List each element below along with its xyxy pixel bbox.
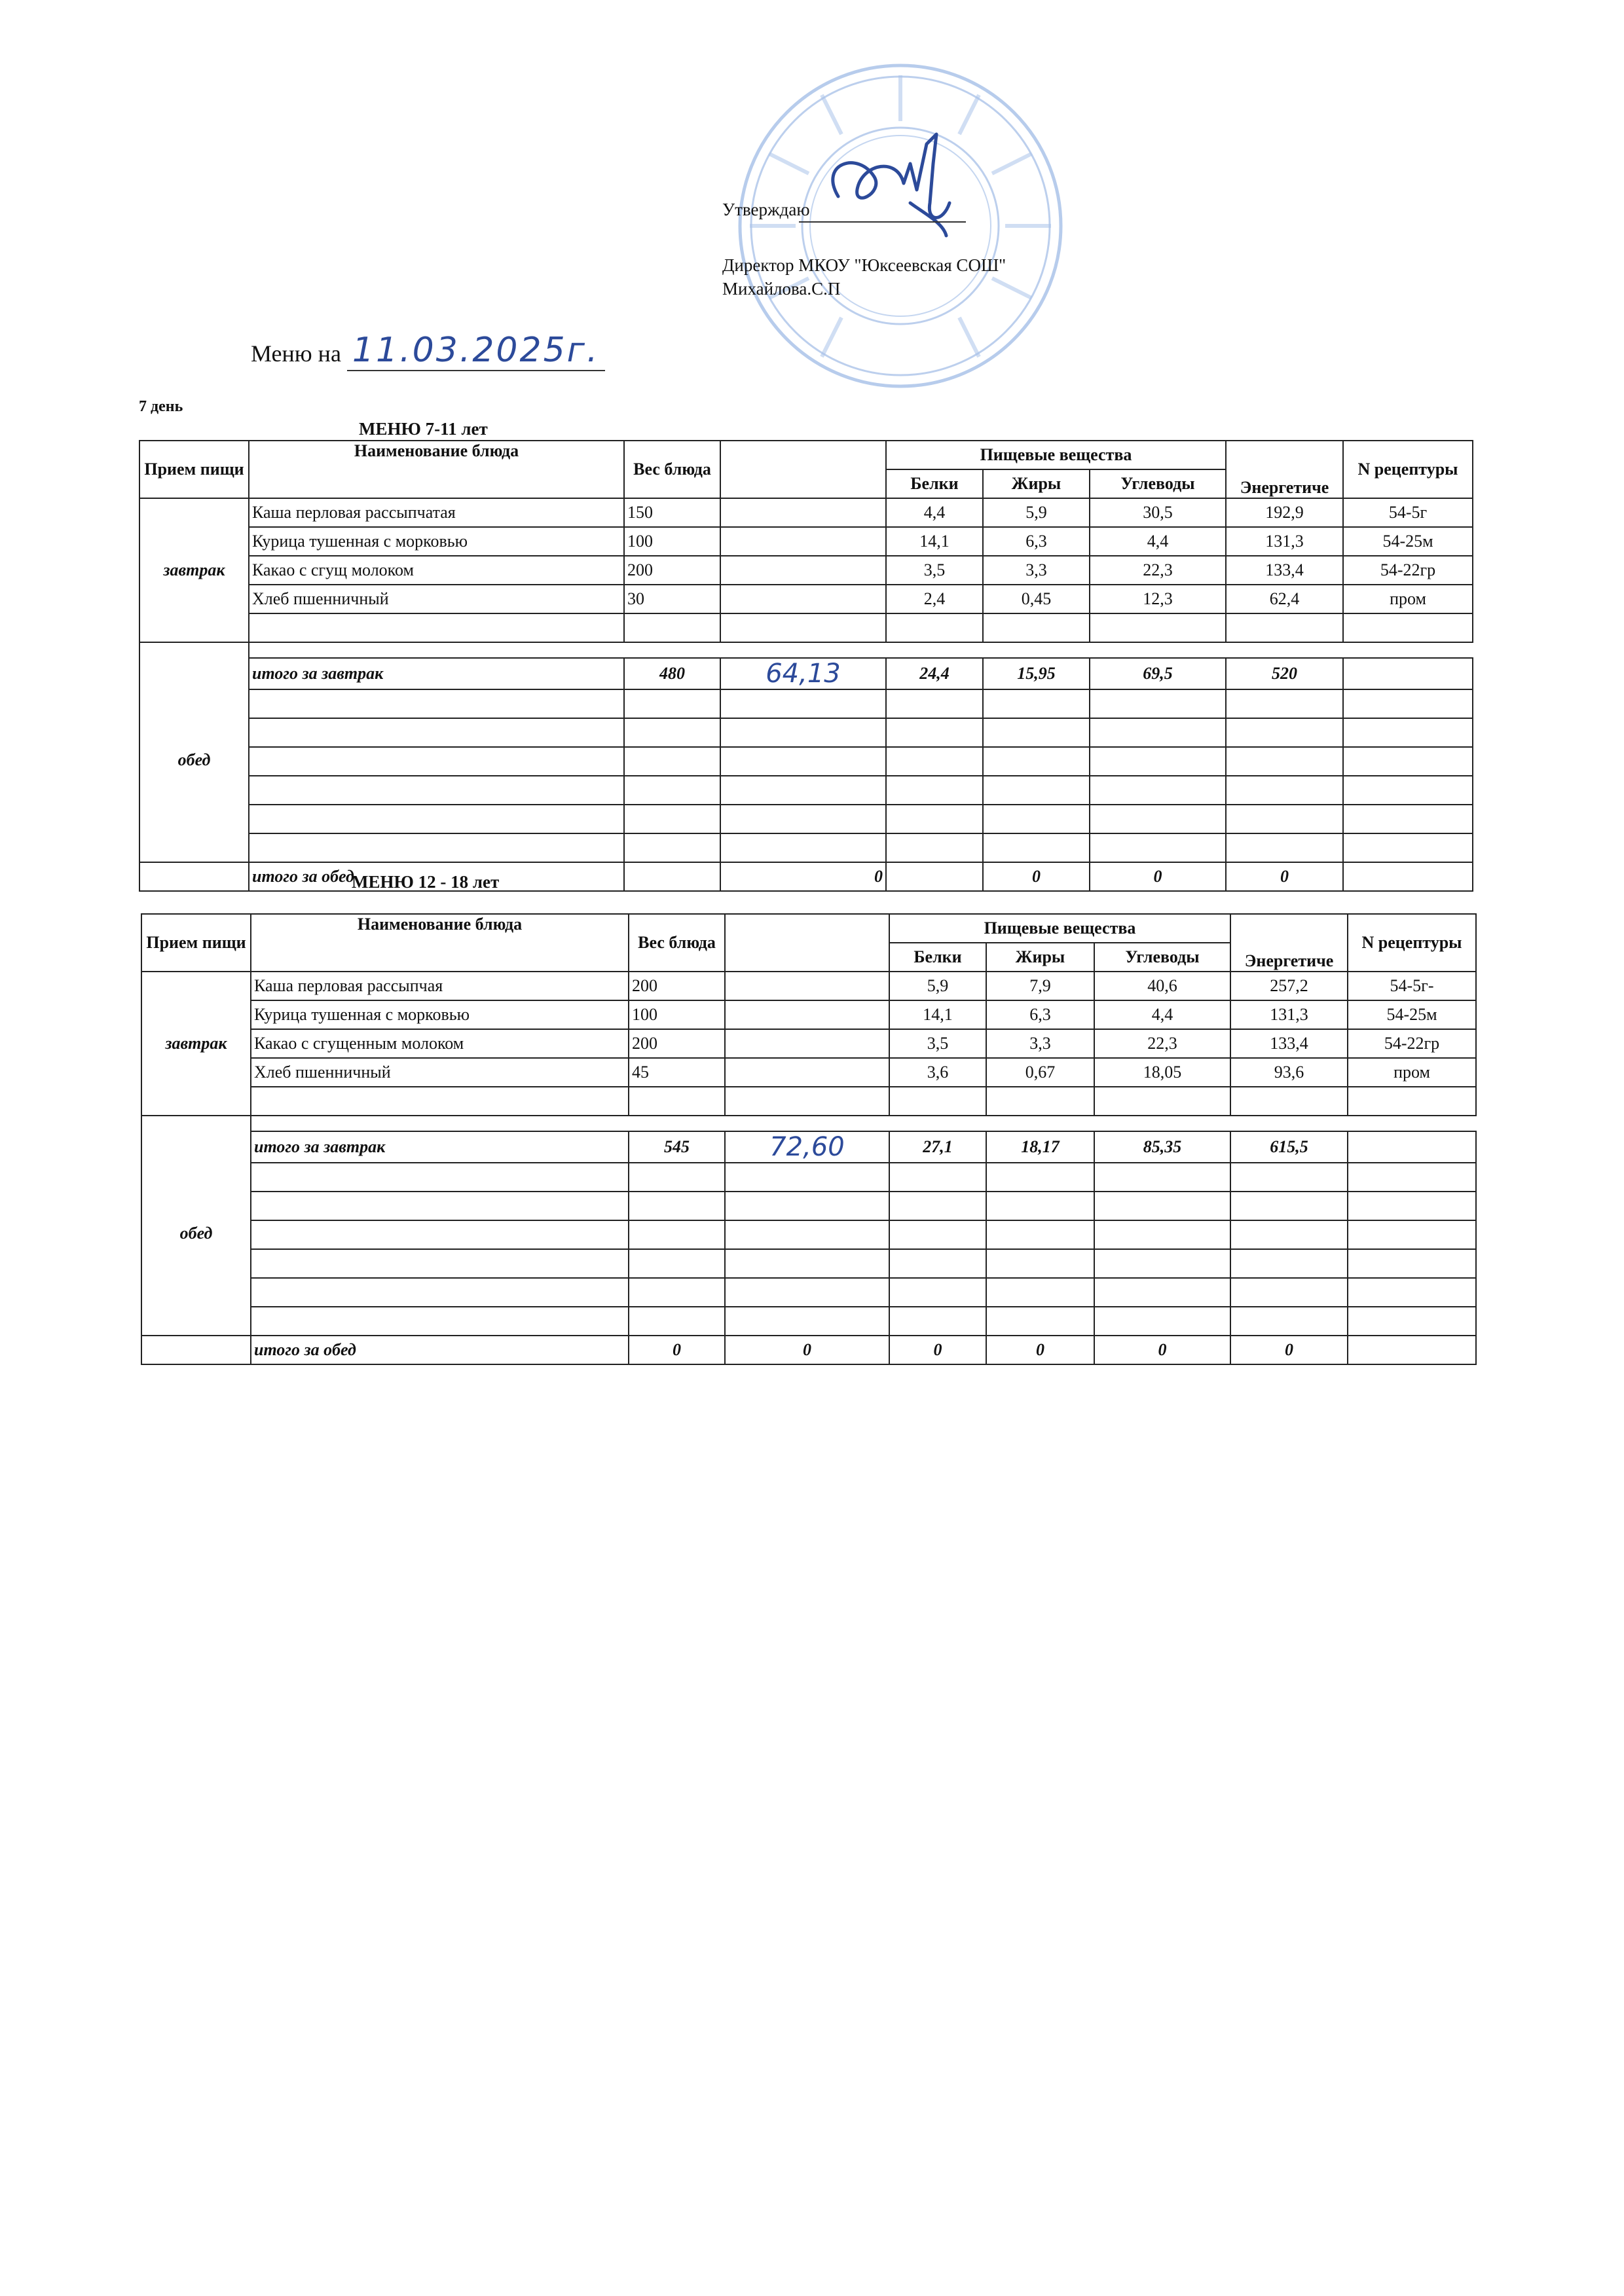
dish-carbs: 22,3 xyxy=(1094,1029,1230,1058)
dish-price xyxy=(720,527,886,556)
lunch-total-fat: 0 xyxy=(983,862,1090,891)
director-block xyxy=(722,253,1006,301)
dish-protein: 3,5 xyxy=(889,1029,986,1058)
breakfast-total-label: итого за завтрак xyxy=(249,658,624,689)
dish-energy: 192,9 xyxy=(1226,498,1343,527)
dish-weight: 100 xyxy=(624,527,720,556)
dish-fat: 0,67 xyxy=(986,1058,1094,1087)
header-nutrients: Пищевые вещества xyxy=(886,441,1226,469)
dish-weight: 200 xyxy=(629,972,725,1000)
lunch-total-label: итого за обед xyxy=(251,1336,629,1364)
gap-row xyxy=(139,642,1473,658)
dish-energy: 133,4 xyxy=(1226,556,1343,585)
dish-name: Хлеб пшенничный xyxy=(251,1058,629,1087)
lunch-total-energy: 0 xyxy=(1226,862,1343,891)
dish-protein: 14,1 xyxy=(889,1000,986,1029)
table-row xyxy=(141,1192,1476,1220)
dish-name: Какао с сгущенным молоком xyxy=(251,1029,629,1058)
dish-weight: 200 xyxy=(624,556,720,585)
header-dish: Наименование блюда xyxy=(251,914,629,972)
dish-weight: 200 xyxy=(629,1029,725,1058)
dish-weight: 45 xyxy=(629,1058,725,1087)
dish-recipe: 54-22гр xyxy=(1343,556,1473,585)
header-recipe: N рецептуры xyxy=(1343,441,1473,498)
dish-price xyxy=(725,1029,889,1058)
header-price xyxy=(725,914,889,972)
dish-energy: 93,6 xyxy=(1230,1058,1348,1087)
director-title: Директор МКОУ "Юксеевская СОШ" xyxy=(722,255,1006,275)
breakfast-total-row xyxy=(139,658,1473,689)
approve-label: Утверждаю xyxy=(722,200,810,219)
lunch-total-row xyxy=(139,862,1473,891)
table-row xyxy=(141,1220,1476,1249)
dish-name: Хлеб пшенничный xyxy=(249,585,624,613)
table-row xyxy=(139,689,1473,718)
dish-name: Курица тушенная с морковью xyxy=(251,1000,629,1029)
lunch-total-carbs: 0 xyxy=(1094,1336,1230,1364)
dish-carbs: 30,5 xyxy=(1090,498,1226,527)
header-fat: Жиры xyxy=(983,469,1090,498)
breakfast-total-protein: 27,1 xyxy=(889,1131,986,1163)
header-weight: Вес блюда xyxy=(624,441,720,498)
lunch-total-label: итого за обед xyxy=(249,862,624,891)
lunch-total-energy: 0 xyxy=(1230,1336,1348,1364)
table-row xyxy=(139,718,1473,747)
dish-carbs: 4,4 xyxy=(1090,527,1226,556)
breakfast-total-carbs: 85,35 xyxy=(1094,1131,1230,1163)
signature xyxy=(812,124,969,242)
dish-carbs: 4,4 xyxy=(1094,1000,1230,1029)
dish-price xyxy=(725,972,889,1000)
dish-protein: 3,6 xyxy=(889,1058,986,1087)
dish-weight: 150 xyxy=(624,498,720,527)
dish-price xyxy=(720,585,886,613)
dish-energy: 257,2 xyxy=(1230,972,1348,1000)
dish-fat: 5,9 xyxy=(983,498,1090,527)
dish-protein: 2,4 xyxy=(886,585,983,613)
header-protein: Белки xyxy=(886,469,983,498)
table-row xyxy=(141,972,1476,1000)
table-row xyxy=(139,556,1473,585)
dish-energy: 131,3 xyxy=(1226,527,1343,556)
header-fat: Жиры xyxy=(986,943,1094,972)
breakfast-total-protein: 24,4 xyxy=(886,658,983,689)
breakfast-total-weight: 545 xyxy=(629,1131,725,1163)
table-row xyxy=(139,776,1473,805)
lunch-total-weight: 0 xyxy=(629,1336,725,1364)
header-weight: Вес блюда xyxy=(629,914,725,972)
header-carbs: Углеводы xyxy=(1090,469,1226,498)
menu-2-table xyxy=(141,913,1477,1365)
lunch-total-fat: 0 xyxy=(986,1336,1094,1364)
dish-name: Каша перловая рассыпчатая xyxy=(249,498,624,527)
dish-name: Каша перловая рассыпчая xyxy=(251,972,629,1000)
dish-price xyxy=(725,1000,889,1029)
dish-recipe: 54-25м xyxy=(1343,527,1473,556)
breakfast-total-carbs: 69,5 xyxy=(1090,658,1226,689)
menu-date-heading xyxy=(251,331,605,370)
dish-fat: 3,3 xyxy=(986,1029,1094,1058)
breakfast-total-weight: 480 xyxy=(624,658,720,689)
gap-row xyxy=(141,1116,1476,1131)
dish-carbs: 18,05 xyxy=(1094,1058,1230,1087)
menu-1-table xyxy=(139,440,1473,892)
menu-2-title: МЕНЮ 12 - 18 лет xyxy=(352,872,500,892)
dish-price xyxy=(720,498,886,527)
breakfast-total-energy: 520 xyxy=(1226,658,1343,689)
table-row xyxy=(139,747,1473,776)
meal-breakfast: завтрак xyxy=(139,498,249,642)
table-row xyxy=(139,527,1473,556)
dish-name: Какао с сгущ молоком xyxy=(249,556,624,585)
breakfast-total-energy: 615,5 xyxy=(1230,1131,1348,1163)
breakfast-total-fat: 15,95 xyxy=(983,658,1090,689)
header-energy: Энергетиче xyxy=(1230,914,1348,972)
dish-energy: 133,4 xyxy=(1230,1029,1348,1058)
day-label: 7 день xyxy=(139,398,183,415)
table-row xyxy=(139,833,1473,862)
menu-1-title: МЕНЮ 7-11 лет xyxy=(359,419,488,439)
dish-carbs: 40,6 xyxy=(1094,972,1230,1000)
table-row xyxy=(141,1000,1476,1029)
dish-name: Курица тушенная с морковью xyxy=(249,527,624,556)
breakfast-total-price: 64,13 xyxy=(720,658,886,689)
dish-protein: 4,4 xyxy=(886,498,983,527)
header-protein: Белки xyxy=(889,943,986,972)
breakfast-total-fat: 18,17 xyxy=(986,1131,1094,1163)
lunch-total-row xyxy=(141,1336,1476,1364)
header-carbs: Углеводы xyxy=(1094,943,1230,972)
lunch-total-protein: 0 xyxy=(889,1336,986,1364)
table-row xyxy=(141,1029,1476,1058)
header-meal: Прием пищи xyxy=(141,914,251,972)
header-meal: Прием пищи xyxy=(139,441,249,498)
dish-price xyxy=(720,556,886,585)
breakfast-total-row xyxy=(141,1131,1476,1163)
dish-fat: 6,3 xyxy=(983,527,1090,556)
lunch-total-carbs: 0 xyxy=(1090,862,1226,891)
dish-protein: 14,1 xyxy=(886,527,983,556)
dish-fat: 3,3 xyxy=(983,556,1090,585)
header-price xyxy=(720,441,886,498)
dish-recipe: 54-22гр xyxy=(1348,1029,1476,1058)
dish-weight: 100 xyxy=(629,1000,725,1029)
header-energy: Энергетиче xyxy=(1226,441,1343,498)
header-dish: Наименование блюда xyxy=(249,441,624,498)
table-row xyxy=(139,613,1473,642)
header-nutrients: Пищевые вещества xyxy=(889,914,1230,943)
dish-carbs: 12,3 xyxy=(1090,585,1226,613)
dish-energy: 131,3 xyxy=(1230,1000,1348,1029)
breakfast-total-price: 72,60 xyxy=(725,1131,889,1163)
lunch-total-price: 0 xyxy=(725,1336,889,1364)
menu-prefix: Меню на xyxy=(251,340,341,367)
meal-lunch: обед xyxy=(141,1131,251,1336)
signature-line xyxy=(799,221,966,223)
table-row xyxy=(141,1163,1476,1192)
lunch-total-price: 0 xyxy=(720,862,886,891)
dish-recipe: 54-5г- xyxy=(1348,972,1476,1000)
dish-fat: 7,9 xyxy=(986,972,1094,1000)
table-row xyxy=(139,498,1473,527)
table-row xyxy=(139,585,1473,613)
meal-lunch: обед xyxy=(139,658,249,862)
director-name: Михайлова.С.П xyxy=(722,279,841,299)
dish-recipe: пром xyxy=(1348,1058,1476,1087)
dish-protein: 5,9 xyxy=(889,972,986,1000)
dish-recipe: пром xyxy=(1343,585,1473,613)
table-row xyxy=(141,1249,1476,1278)
dish-recipe: 54-25м xyxy=(1348,1000,1476,1029)
dish-fat: 6,3 xyxy=(986,1000,1094,1029)
table-row xyxy=(141,1087,1476,1116)
table-row xyxy=(141,1278,1476,1307)
table-row xyxy=(141,1058,1476,1087)
table-row xyxy=(139,805,1473,833)
dish-weight: 30 xyxy=(624,585,720,613)
dish-recipe: 54-5г xyxy=(1343,498,1473,527)
table-row xyxy=(141,1307,1476,1336)
dish-carbs: 22,3 xyxy=(1090,556,1226,585)
dish-protein: 3,5 xyxy=(886,556,983,585)
breakfast-total-label: итого за завтрак xyxy=(251,1131,629,1163)
dish-fat: 0,45 xyxy=(983,585,1090,613)
header-recipe: N рецептуры xyxy=(1348,914,1476,972)
dish-energy: 62,4 xyxy=(1226,585,1343,613)
menu-date: 11.03.2025г. xyxy=(347,331,605,371)
meal-breakfast: завтрак xyxy=(141,972,251,1116)
dish-price xyxy=(725,1058,889,1087)
